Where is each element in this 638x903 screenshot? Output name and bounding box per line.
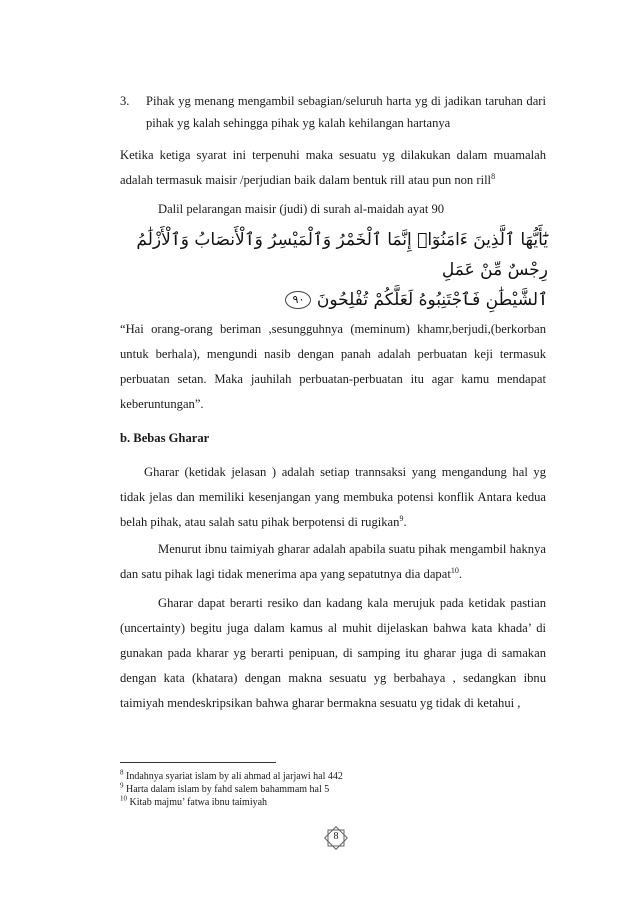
paragraph-text: Gharar (ketidak jelasan ) adalah setiap trannsaksi yang mengandung hal yg tidak jelas dan memiliki kesenjangan yang membuka potensi konflik Antara kedua belah pihak, atau salah satu pihak berpotensi di rugikan <box>120 465 546 529</box>
footnote-ref-10: 10 <box>450 565 459 575</box>
quran-verse-arabic <box>118 225 548 310</box>
paragraph-text: Ketika ketiga syarat ini terpenuhi maka sesuatu yg dilakukan dalam muamalah adalah termasuk maisir /perjudian baik dalam bentuk rill atau pun non rill <box>120 148 546 187</box>
paragraph-gharar-definition: Gharar (ketidak jelasan ) adalah setiap trannsaksi yang mengandung hal yg tidak jelas dan memiliki kesenjangan yang membuka potensi konflik Antara kedua belah pihak, atau salah satu pihak berpotensi di rugikan$^9$. <box>120 465 546 529</box>
section-heading-b: b. Bebas Gharar <box>120 431 210 445</box>
ayah-number-marker: ٩٠ <box>285 291 311 309</box>
footnote-9: $^9$ Harta dalam islam by fahd salem bahammam hal 5 <box>120 781 330 795</box>
footnote-separator <box>120 762 276 763</box>
page-number: 8 <box>333 831 339 842</box>
list-item-text: Pihak yg menang mengambil sebagian/seluruh harta yg di jadikan taruhan dari pihak yg kalah sehingga pihak yg kalah kehilangan hartanya <box>146 94 546 130</box>
dalil-heading: Dalil pelarangan maisir (judi) di surah al-maidah ayat 90 <box>158 202 445 216</box>
verse-translation: “Hai orang-orang beriman ,sesungguhnya (meminum) khamr,berjudi,(berkorban untuk berhala), mengundi nasib dengan panah adalah perbuatan keji termasuk perbuatan setan. Maka jauhilah perbuatan-perbuatan itu agar kamu mendapat keberuntungan”. <box>120 322 546 411</box>
paragraph-text: Menurut ibnu taimiyah gharar adalah apabila suatu pihak mengambil haknya dan satu pihak lagi tidak menerima apa yang sepatutnya dia dapat <box>120 542 546 581</box>
paragraph-ibnu-taimiyah: Menurut ibnu taimiyah gharar adalah apabila suatu pihak mengambil haknya dan satu pihak lagi tidak menerima apa yang sepatutnya dia dapat$^{10}$. <box>120 542 546 581</box>
footnote-ref-8: 8 <box>491 171 496 181</box>
arabic-line-1: يَٰٓأَيُّهَا ٱلَّذِينَ ءَامَنُوٓا۟ إِنَّمَا ٱلْخَمْرُ وَٱلْمَيْسِرُ وَٱلْأَنصَابُ وَٱلْأَزْلَٰمُ رِجْسٌ مِّنْ عَمَلِ <box>136 230 548 280</box>
list-item-3 <box>120 90 546 134</box>
arabic-line-2: ٱلشَّيْطَٰنِ فَٱجْتَنِبُوهُ لَعَلَّكُمْ تُفْلِحُونَ <box>316 290 548 310</box>
footnote-8: $^8$ Indahnya syariat islam by ali ahmad al jarjawi hal 442 <box>120 768 343 782</box>
paragraph-gharar-meaning: Gharar dapat berarti resiko dan kadang kala merujuk pada ketidak pastian (uncertainty) begitu juga dalam kamus al muhit dijelaskan bahwa kata khada’ di gunakan pada kharar yg berarti penipuan, di samping itu gharar juga di samakan dengan kata (khatara) dengan makna sesuatu yg berbahaya , sedangkan ibnu taimiyah mendeskripsikan bahwa gharar bermakna sesuatu yg tidak di ketahui , <box>120 596 546 710</box>
footnote-10: $^{10}$ Kitab majmu’ fatwa ibnu taimiyah <box>120 794 268 808</box>
page-number-badge <box>323 825 349 851</box>
list-item-number: 3. <box>120 94 130 108</box>
paragraph-conditions <box>120 143 546 193</box>
footnote-ref-9: 9 <box>399 513 404 523</box>
